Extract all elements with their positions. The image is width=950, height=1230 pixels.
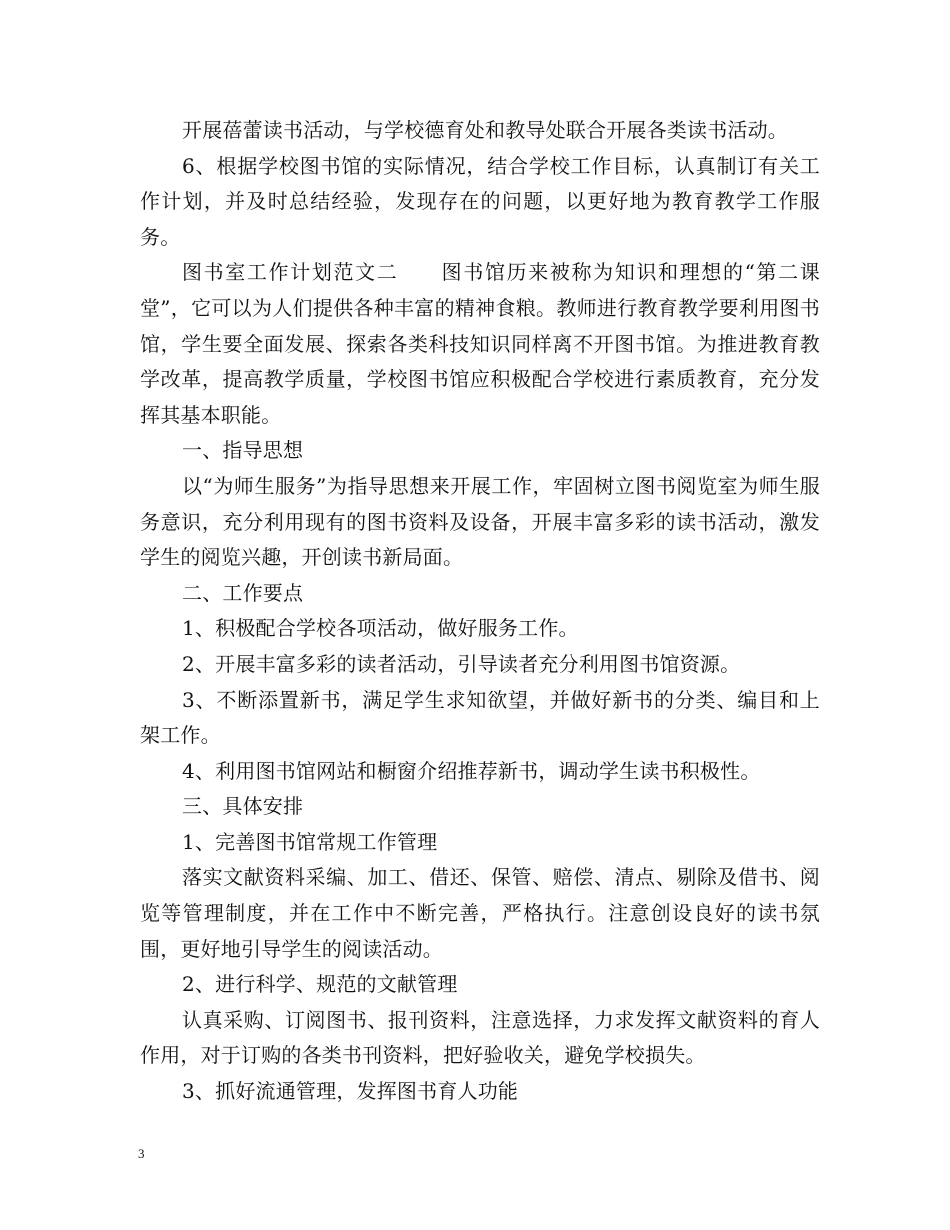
paragraph: 以“为师生服务”为指导思想来开展工作，牢固树立图书阅览室为师生服务意识，充分利用现有的图书资料及设备，开展丰富多彩的读书活动，激发学生的阅览兴趣，开创读书新局面。 (140, 473, 820, 570)
paragraph: 6、根据学校图书馆的实际情况，结合学校工作目标，认真制订有关工作计划，并及时总结经验，发现存在的问题，以更好地为教育教学工作服务。 (140, 153, 820, 249)
paragraph: 开展蓓蕾读书活动，与学校德育处和教导处联合开展各类读书活动。 (182, 118, 788, 142)
list-item: 1、积极配合学校各项活动，做好服务工作。 (182, 616, 579, 641)
subsection-heading: 3、抓好流通管理，发挥图书育人功能 (182, 1079, 519, 1104)
list-item: 4、利用图书馆网站和橱窗介绍推荐新书，调动学生读书积极性。 (182, 758, 761, 783)
section-heading: 三、具体安排 (182, 794, 304, 819)
paragraph: 认真采购、订阅图书、报刊资料，注意选择，力求发挥文献资料的育人作用，对于订购的各类书刊资料，把好验收关，避免学校损失。 (140, 1007, 820, 1068)
page-number: 3 (138, 1146, 145, 1161)
paragraph: 图书室工作计划范文二 图书馆历来被称为知识和理想的“第二课堂”，它可以为人们提供各种丰富的精神食粮。教师进行教育教学要利用图书馆，学生要全面发展、探索各类科技知识同样离不开图书馆。为推进教育教学改革，提高教学质量，学校图书馆应积极配合学校进行素质教育，充分发挥其基本职能。 (140, 260, 820, 427)
list-item: 3、不断添置新书，满足学生求知欲望，并做好新书的分类、编目和上架工作。 (140, 687, 820, 748)
section-heading: 二、工作要点 (182, 580, 304, 605)
subsection-heading: 1、完善图书馆常规工作管理 (182, 829, 438, 854)
paragraph: 落实文献资料采编、加工、借还、保管、赔偿、清点、剔除及借书、阅览等管理制度，并在工作中不断完善，严格执行。注意创设良好的读书氛围，更好地引导学生的阅读活动。 (140, 865, 820, 961)
section-heading: 一、指导思想 (182, 438, 304, 463)
subsection-heading: 2、进行科学、规范的文献管理 (182, 972, 458, 997)
document-body (140, 113, 820, 1110)
list-item: 2、开展丰富多彩的读者活动，引导读者充分利用图书馆资源。 (182, 651, 741, 676)
